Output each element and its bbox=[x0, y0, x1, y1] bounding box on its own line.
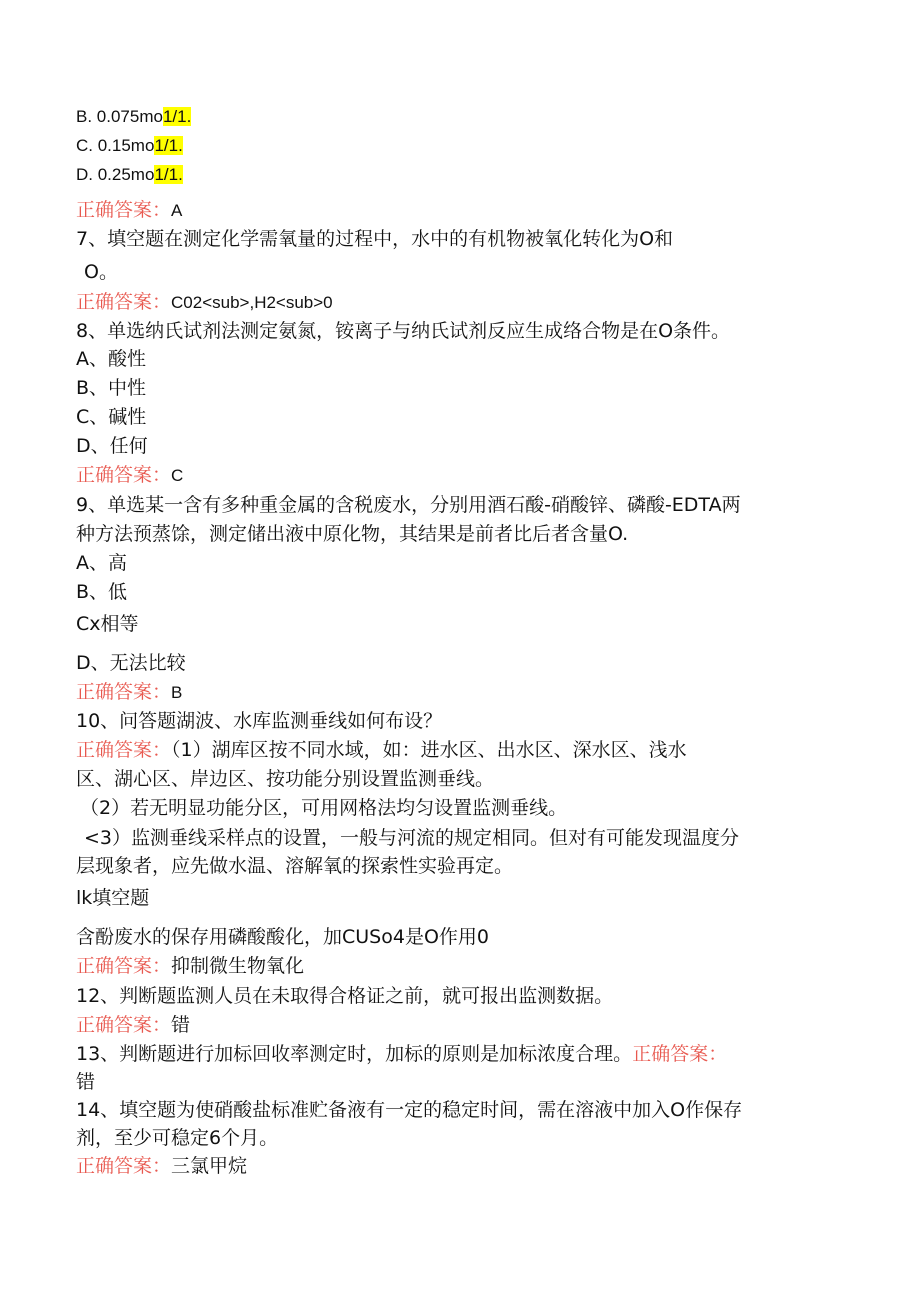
answer-label: 正确答案： bbox=[76, 681, 172, 703]
q7-title-line2: O。 bbox=[84, 261, 118, 283]
highlight-mark: 1/1. bbox=[154, 165, 183, 184]
q9-option-d: D、无法比较 bbox=[76, 652, 186, 674]
q7-title-line1: 7、填空题在测定化学需氧量的过程中，水中的有机物被氧化转化为O和 bbox=[76, 228, 674, 250]
q6-answer: 正确答案：A bbox=[76, 199, 183, 221]
q13-answer: 错 bbox=[76, 1071, 96, 1093]
q8-answer: 正确答案：C bbox=[76, 464, 184, 486]
highlight-mark: 1/1. bbox=[154, 136, 183, 155]
q9-answer: 正确答案：B bbox=[76, 681, 183, 703]
q11-body: 含酚废水的保存用磷酸酸化，加CUSo4是O作用0 bbox=[76, 926, 489, 948]
q12-title: 12、判断题监测人员在未取得合格证之前，就可报出监测数据。 bbox=[76, 985, 614, 1007]
answer-label: 正确答案： bbox=[632, 1043, 728, 1065]
q8-option-c: C、碱性 bbox=[76, 406, 147, 428]
answer-label: 正确答案： bbox=[76, 1014, 172, 1036]
q10-answer-line1: 正确答案：（1）湖库区按不同水域，如：进水区、出水区、深水区、浅水 bbox=[76, 739, 687, 761]
q9-option-b: B、低 bbox=[76, 581, 128, 603]
q14-answer: 正确答案：三氯甲烷 bbox=[76, 1155, 248, 1177]
q10-answer-line5: 层现象者，应先做水温、溶解氧的探索性实验再定。 bbox=[76, 855, 514, 877]
q10-answer-line2: 区、湖心区、岸边区、按功能分别设置监测垂线。 bbox=[76, 768, 495, 790]
q12-answer: 正确答案：错 bbox=[76, 1014, 191, 1036]
q6-option-c: C. 0.15mo1/1. bbox=[76, 136, 183, 155]
answer-label: 正确答案： bbox=[76, 464, 172, 486]
highlight-mark: 1/1. bbox=[162, 107, 192, 126]
q9-title-line2: 种方法预蒸馀，测定储出液中原化物，其结果是前者比后者含量O. bbox=[76, 523, 629, 545]
q10-answer-line4: <3）监测垂线采样点的设置，一般与河流的规定相同。但对有可能发现温度分 bbox=[84, 827, 740, 849]
q10-answer-line3: （2）若无明显功能分区，可用网格法均匀设置监测垂线。 bbox=[80, 797, 568, 819]
q13-title: 13、判断题进行加标回收率测定时，加标的原则是加标浓度合理。正确答案： bbox=[76, 1043, 728, 1065]
q10-title: 10、问答题湖波、水库监测垂线如何布设？ bbox=[76, 710, 443, 732]
q8-option-b: B、中性 bbox=[76, 377, 147, 399]
q8-option-d: D、任何 bbox=[76, 435, 148, 457]
q8-title: 8、单选纳氏试剂法测定氨氮，铵离子与纳氏试剂反应生成络合物是在O条件。 bbox=[76, 320, 731, 342]
answer-label: 正确答案： bbox=[76, 955, 172, 977]
q9-option-c: Cx相等 bbox=[76, 613, 139, 635]
q6-option-d: D. 0.25mo1/1. bbox=[76, 165, 183, 184]
q11-answer: 正确答案：抑制微生物氧化 bbox=[76, 955, 305, 977]
answer-label: 正确答案： bbox=[76, 1155, 172, 1177]
answer-label: 正确答案： bbox=[76, 291, 172, 313]
q9-option-a: A、高 bbox=[76, 552, 127, 574]
q11-title: lk填空题 bbox=[76, 887, 150, 909]
q7-answer: 正确答案：C02<sub>,H2<sub>0 bbox=[76, 291, 333, 313]
q8-option-a: A、酸性 bbox=[76, 348, 146, 370]
answer-label: 正确答案： bbox=[76, 199, 172, 221]
q6-option-b: B. 0.075mo1/1. bbox=[76, 107, 192, 126]
q14-title-line1: 14、填空题为使硝酸盐标准贮备液有一定的稳定时间，需在溶液中加入O作保存 bbox=[76, 1099, 743, 1121]
q14-title-line2: 剂，至少可稳定6个月。 bbox=[76, 1127, 279, 1149]
q9-title-line1: 9、单选某一含有多种重金属的含税废水，分别用酒石酸-硝酸锌、磷酸-EDTA两 bbox=[76, 494, 741, 516]
answer-label: 正确答案： bbox=[76, 739, 172, 761]
